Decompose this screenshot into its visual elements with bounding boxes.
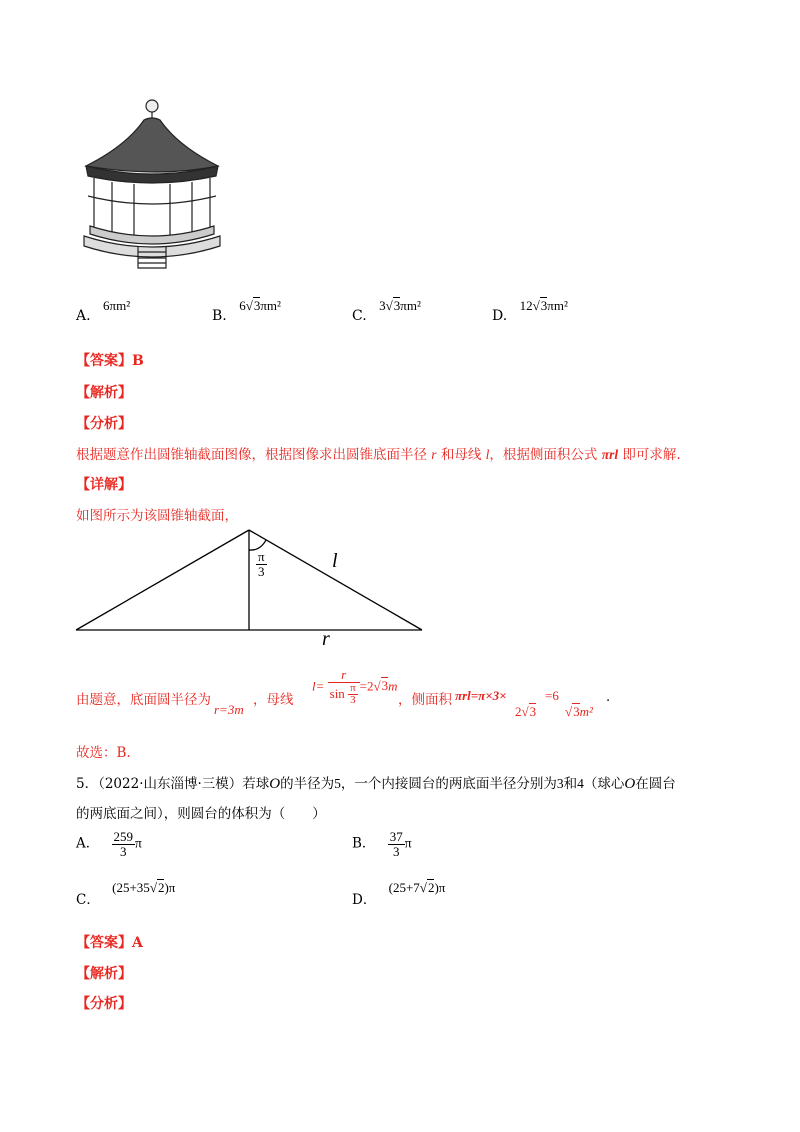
q4-calc-r: r=3m	[214, 702, 244, 717]
q4-detail: 【详解】	[76, 477, 132, 493]
q4-detail-line1: 如图所示为该圆锥轴截面，	[76, 508, 238, 524]
q5-fenxi: 【分析】	[76, 996, 132, 1012]
q4-calc-area-b: 2√3	[515, 704, 537, 719]
option-value: 12√3πm²	[519, 298, 568, 313]
q4-jiexi: 【解析】	[76, 385, 132, 401]
q4-calc-l: l= r sin $\frac{\pi}{3}$ =2√3m	[312, 667, 398, 707]
q5-answer: 【答案】A	[76, 935, 143, 951]
q4-calc-text1: 由题意，底面圆半径为	[76, 692, 211, 708]
q5-option-c: C． (25+35√2)π	[76, 880, 176, 908]
q4-calc-area: πrl=π×3×	[455, 688, 507, 703]
q4-calc-text3: ，侧面积	[398, 692, 452, 708]
q4-analysis-text: 根据题意作出圆锥轴截面图像，根据图像求出圆锥底面半径 r 和母线 l，根据侧面积公式 πrl 即可求解.	[76, 447, 681, 463]
q5-option-b: B． $\frac{37}{3}$ π	[352, 829, 412, 859]
option-label: C.	[352, 308, 367, 324]
label-r: r	[322, 628, 330, 650]
option-value: 3√3πm²	[379, 298, 421, 313]
option-label: A.	[76, 308, 91, 324]
q5-stem-line2: 的两底面之间），则圆台的体积为（ ）	[76, 806, 326, 822]
q4-choice: 故选：B.	[76, 745, 131, 761]
cone-section-diagram	[70, 524, 430, 654]
q5-option-d: D． (25+7√2)π	[352, 880, 446, 908]
q4-option-d	[492, 298, 568, 324]
option-value: 6√3πm²	[239, 298, 281, 313]
q4-answer: 【答案】B	[76, 353, 144, 369]
angle-label: $\frac{\pi}{3}$	[258, 549, 265, 579]
q4-fenxi: 【分析】	[76, 416, 132, 432]
option-label: B.	[212, 308, 227, 324]
q4-option-b	[212, 298, 281, 324]
pavilion-illustration	[78, 96, 248, 272]
q4-calc-area-result: √3m²	[565, 704, 593, 719]
q5-option-a: A． $\frac{259}{3}$ π	[76, 829, 142, 859]
q4-calc-end: .	[606, 690, 611, 705]
option-value: 6πm²	[103, 298, 131, 313]
q4-option-a	[76, 298, 131, 324]
q4-option-c	[352, 298, 421, 324]
q5-jiexi: 【解析】	[76, 966, 132, 982]
label-l: l	[332, 550, 338, 572]
q5-stem-line1: 5．（2022·山东淄博·三模）若球O的半径为5，一个内接圆台的两底面半径分别为3和4（球心O在圆台	[76, 776, 676, 792]
q4-calc-area-eq: =6	[545, 688, 559, 703]
option-label: D.	[492, 308, 508, 324]
q4-calc-text2: ，母线	[253, 692, 294, 708]
